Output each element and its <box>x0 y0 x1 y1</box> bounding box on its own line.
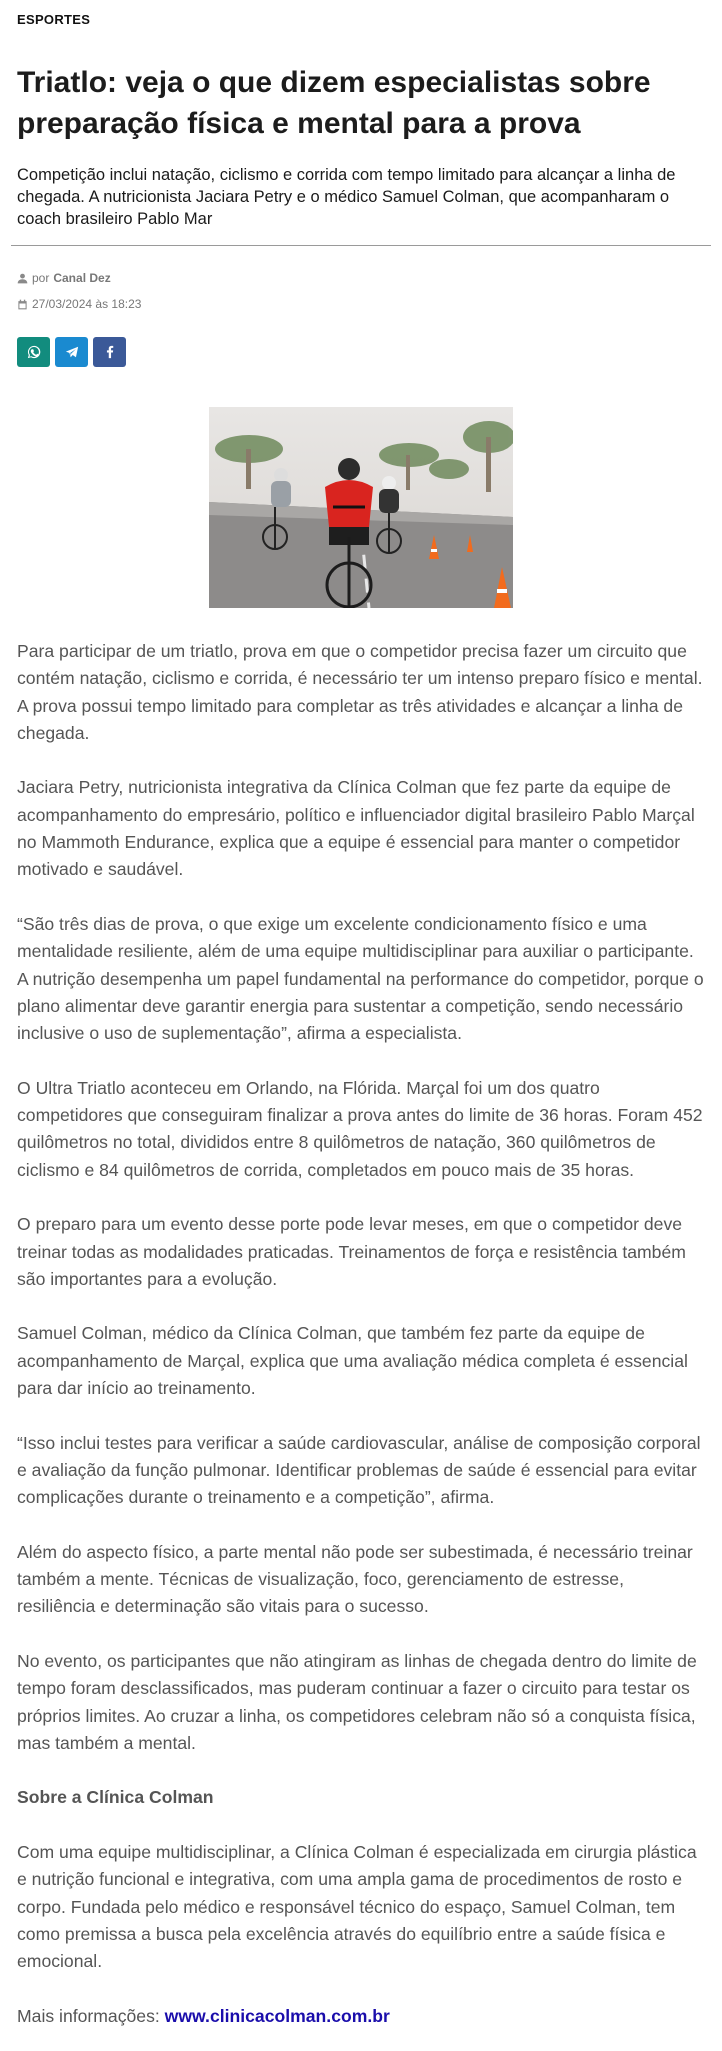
facebook-icon <box>103 345 117 359</box>
date-line <box>17 297 141 311</box>
about-heading: Sobre a Clínica Colman <box>17 1787 214 1808</box>
user-icon <box>17 273 28 284</box>
more-info-label: Mais informações: <box>17 2005 160 2026</box>
article-subtitle: Competição inclui natação, ciclismo e corrida com tempo limitado para alcançar a linha de chegada. A nutricionista Jaciara Petry e o médico Samuel Colman, que acompanharam o coach brasileiro Pablo Mar <box>17 166 676 228</box>
author-name[interactable]: Canal Dez <box>53 271 111 285</box>
about-paragraph: Com uma equipe multidisciplinar, a Clínica Colman é especializada em cirurgia plástica e nutrição funcional e integrativa, com uma ampla gama de procedimentos de rosto e corpo. Fundada pelo médico e responsável técnico do espaço, Samuel Colman, tem como premissa a busca pela excelência através do equilíbrio entre a saúde física e emocional. <box>17 1842 697 1972</box>
article-body <box>17 638 707 2051</box>
telegram-share-button[interactable] <box>55 337 88 367</box>
author-prefix: por <box>32 271 50 285</box>
paragraph: Jaciara Petry, nutricionista integrativa da Clínica Colman que fez parte da equipe de acompanhamento do empresário, político e influenciador digital brasileiro Pablo Marçal no Mammoth Endurance, explica que a equipe é essencial para manter o competidor motivado e saudável. <box>17 777 695 880</box>
paragraph: Além do aspecto físico, a parte mental não pode ser subestimada, é necessário treinar também a mente. Técnicas de visualização, foco, gerenciamento de estresse, resiliência e determinação são vitais para o sucesso. <box>17 1541 693 1617</box>
article-photo <box>209 407 513 608</box>
facebook-share-button[interactable] <box>93 337 126 367</box>
paragraph: No evento, os participantes que não atingiram as linhas de chegada dentro do limite de tempo foram desclassificados, mas puderam continuar a fazer o circuito para testar os próprios limites. Ao cruzar a linha, os competidores celebram não só a conquista física, mas também a mental. <box>17 1650 697 1753</box>
paragraph: Para participar de um triatlo, prova em que o competidor precisa fazer um circuito que contém natação, ciclismo e corrida, é necessário ter um intenso preparo físico e mental. A prova possui tempo limitado para completar as três atividades e alcançar a linha de chegada. <box>17 641 703 743</box>
telegram-icon <box>65 345 79 359</box>
paragraph: Samuel Colman, médico da Clínica Colman, que também fez parte da equipe de acompanhamento de Marçal, explica que uma avaliação médica completa é essencial para dar início ao treinamento. <box>17 1323 688 1399</box>
cyclists-image <box>209 407 513 608</box>
whatsapp-icon <box>27 345 41 359</box>
whatsapp-share-button[interactable] <box>17 337 50 367</box>
paragraph: “São três dias de prova, o que exige um excelente condicionamento físico e uma mentalidade resiliente, além de uma equipe multidisciplinar para auxiliar o participante. A nutrição desempenha um papel fundamental na performance do competidor, porque o plano alimentar deve garantir energia para sustentar a competição, sendo necessário inclusive o uso de suplementação”, afirma a especialista. <box>17 913 704 1044</box>
more-info <box>17 2003 707 2030</box>
share-buttons <box>17 337 126 367</box>
publish-date: 27/03/2024 às 18:23 <box>32 297 142 311</box>
article-title: Triatlo: veja o que dizem especialistas sobre preparação física e mental para a prova <box>17 66 651 140</box>
paragraph: O preparo para um evento desse porte pode levar meses, em que o competidor deve treinar todas as modalidades praticadas. Treinamentos de força e resistência também são importantes para a evolução. <box>17 1214 686 1289</box>
calendar-icon <box>17 299 28 310</box>
author-line <box>17 271 111 285</box>
divider <box>11 245 711 246</box>
paragraph: O Ultra Triatlo aconteceu em Orlando, na Flórida. Marçal foi um dos quatro competidores que conseguiram finalizar a prova antes do limite de 36 horas. Foram 452 quilômetros no total, divididos entre 8 quilômetros de natação, 360 quilômetros de ciclismo e 84 quilômetros de corrida, completados em pouco mais de 35 horas. <box>17 1077 703 1180</box>
paragraph: “Isso inclui testes para verificar a saúde cardiovascular, análise de composição corporal e avaliação da função pulmonar. Identificar problemas de saúde é essencial para evitar complicações durante o treinamento e a competição”, afirma. <box>17 1432 701 1508</box>
category-label[interactable]: ESPORTES <box>17 12 91 27</box>
clinic-website-link[interactable]: www.clinicacolman.com.br <box>164 2005 390 2026</box>
